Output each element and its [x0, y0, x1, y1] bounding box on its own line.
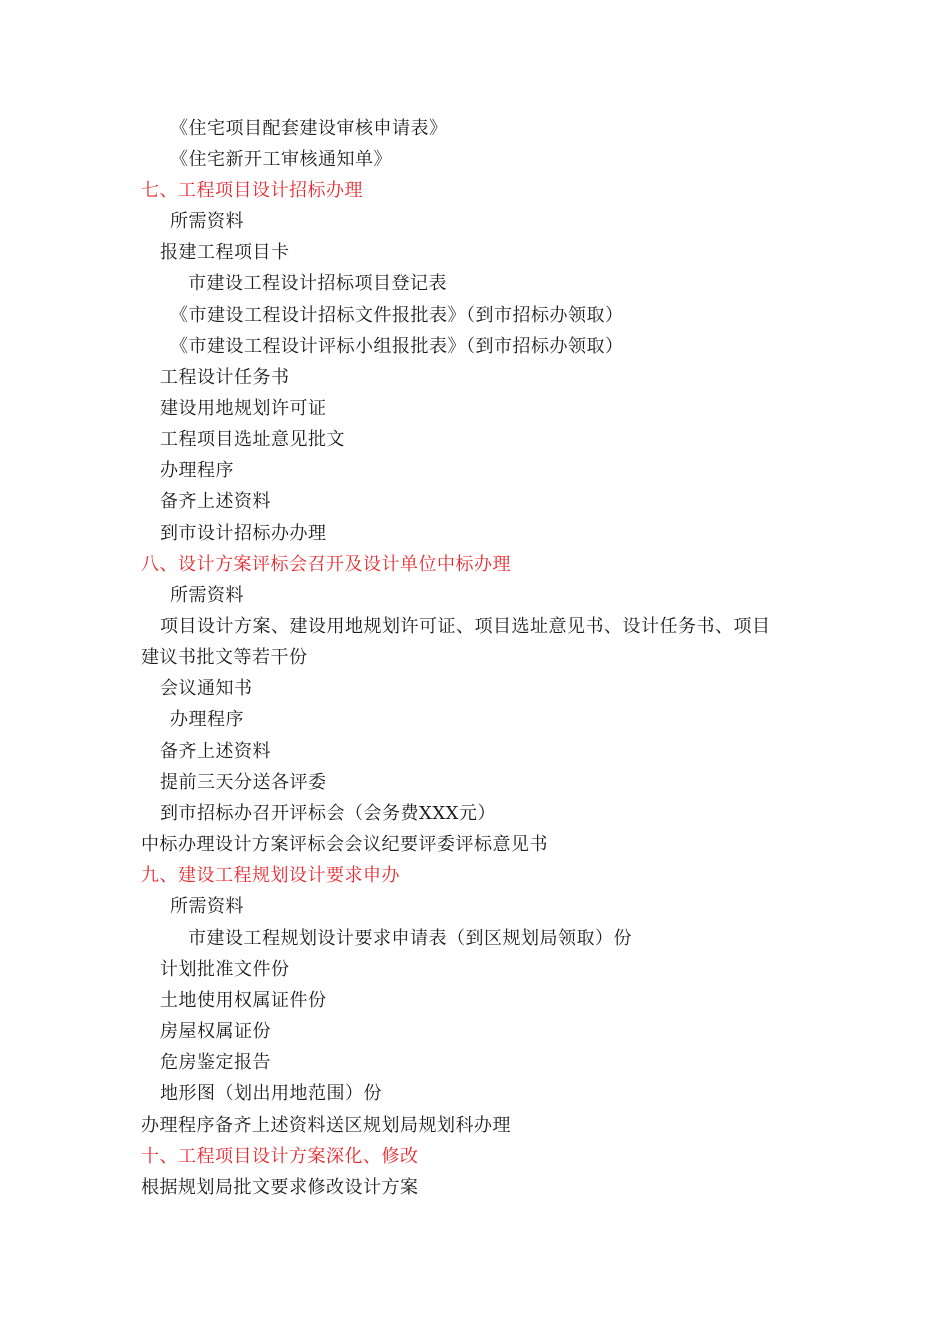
doc-line: 《市建设工程设计评标小组报批表》（到市招标办领取） [170, 336, 624, 357]
doc-line: 项目设计方案、建设用地规划许可证、项目选址意见书、设计任务书、项目 [160, 616, 771, 637]
doc-line: 市建设工程设计招标项目登记表 [188, 273, 447, 294]
doc-line: 工程设计任务书 [160, 367, 290, 388]
section-heading-7: 七、工程项目设计招标办理 [141, 180, 363, 201]
section-heading-10: 十、工程项目设计方案深化、修改 [141, 1146, 419, 1167]
doc-line: 中标办理设计方案评标会会议纪要评委评标意见书 [141, 834, 548, 855]
doc-line: 办理程序 [170, 709, 244, 730]
doc-line: 建议书批文等若干份 [141, 647, 308, 668]
doc-line: 根据规划局批文要求修改设计方案 [141, 1177, 419, 1198]
doc-line: 《市建设工程设计招标文件报批表》（到市招标办领取） [170, 305, 624, 326]
doc-line: 提前三天分送各评委 [160, 772, 327, 793]
doc-line: 到市设计招标办办理 [160, 523, 327, 544]
doc-line: 备齐上述资料 [160, 741, 271, 762]
doc-line: 所需资料 [170, 896, 244, 917]
doc-line: 工程项目选址意见批文 [160, 429, 345, 450]
doc-line: 所需资料 [170, 585, 244, 606]
doc-line: 市建设工程规划设计要求申请表（到区规划局领取）份 [188, 928, 632, 949]
doc-line: 办理程序 [160, 460, 234, 481]
section-heading-9: 九、建设工程规划设计要求申办 [141, 865, 400, 886]
doc-line: 房屋权属证份 [160, 1021, 271, 1042]
doc-line: 备齐上述资料 [160, 491, 271, 512]
doc-line: 危房鉴定报告 [160, 1052, 271, 1073]
doc-line: 建设用地规划许可证 [160, 398, 327, 419]
doc-line: 计划批准文件份 [160, 959, 290, 980]
doc-line: 会议通知书 [160, 678, 253, 699]
doc-line: 《住宅新开工审核通知单》 [170, 149, 392, 170]
doc-line: 所需资料 [170, 211, 244, 232]
doc-line: 土地使用权属证件份 [160, 990, 327, 1011]
section-heading-8: 八、设计方案评标会召开及设计单位中标办理 [141, 554, 511, 575]
doc-line: 办理程序备齐上述资料送区规划局规划科办理 [141, 1115, 511, 1136]
doc-line: 地形图（划出用地范围）份 [160, 1083, 382, 1104]
doc-line: 到市招标办召开评标会（会务费XXX元） [160, 803, 496, 824]
doc-line: 报建工程项目卡 [160, 242, 290, 263]
doc-line: 《住宅项目配套建设审核申请表》 [170, 118, 448, 139]
